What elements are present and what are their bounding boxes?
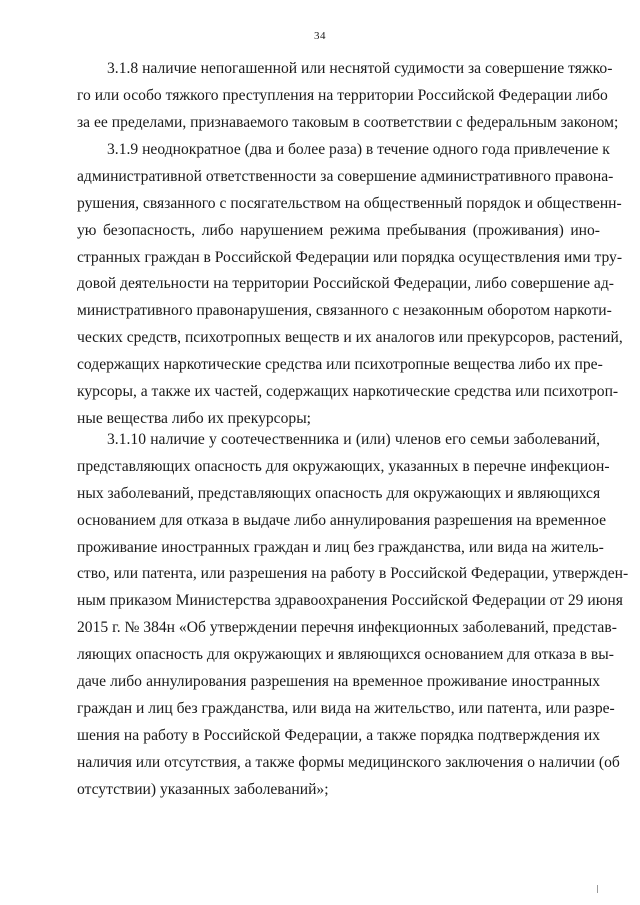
text-line: за ее пределами, признаваемого таковым в соответствии с федеральным законом; [77,113,619,131]
text-line: курсоры, а также их частей, содержащих наркотические средства или психотроп- [77,383,619,401]
text-line: наличия или отсутствия, а также формы медицинского заключения о наличии (об [77,753,620,771]
text-line: 3.1.10 наличие у соотечественника и (или) членов его семьи заболеваний, [107,431,600,448]
scan-mark [597,885,598,893]
text-line: основанием для отказа в выдаче либо аннулирования разрешения на временное [77,511,607,529]
text-line: ческих средств, психотропных веществ и их аналогов или прекурсоров, растений, [77,329,623,347]
page-number: 34 [314,30,326,42]
paragraph-3-1-10 [77,427,629,803]
text-line: проживание иностранных граждан и лиц без гражданства, или вида на житель- [77,538,604,556]
text-line: шения на работу в Российской Федерации, а также порядка подтверждения их [77,726,600,744]
text-line: отсутствии) указанных заболеваний»; [77,780,329,798]
text-line: рушения, связанного с посягательством на общественный порядок и общественн- [77,194,622,212]
text-line: граждан и лиц без гражданства, или вида на жительство, или патента, или разре- [77,699,615,717]
text-line: ных заболеваний, представляющих опасность для окружающих и являющихся [77,484,601,502]
text-line: представляющих опасность для окружающих, указанных в перечне инфекцион- [77,457,610,475]
text-line: ным приказом Министерства здравоохранения Российской Федерации от 29 июня [77,592,623,610]
text-line: административной ответственности за совершение административного правона- [77,167,614,185]
text-line: ные вещества либо их прекурсоры; [77,409,311,427]
text-line: 3.1.8 наличие непогашенной или неснятой судимости за совершение тяжко- [107,60,613,77]
paragraph-3-1-9 [77,137,623,433]
text-line: ство, или патента, или разрешения на работу в Российской Федерации, утвержден- [77,565,629,583]
text-line: содержащих наркотические средства или психотропные вещества либо их пре- [77,356,603,374]
text-line: даче либо аннулирования разрешения на временное проживание иностранных [77,673,600,691]
text-line: 3.1.9 неоднократное (два и более раза) в течение одного года привлечение к [107,141,610,158]
text-line: странных граждан в Российской Федерации или порядка осуществления ими тру- [77,248,623,266]
text-line: го или особо тяжкого преступления на территории Российской Федерации либо [77,86,608,104]
text-line: министративного правонарушения, связанного с незаконным оборотом наркоти- [77,302,612,320]
text-line: довой деятельности на территории Российской Федерации, либо совершение ад- [77,275,614,293]
paragraph-3-1-8 [77,56,619,137]
text-line: 2015 г. № 384н «Об утверждении перечня инфекционных заболеваний, представ- [77,619,617,637]
text-line: ую безопасность, либо нарушением режима пребывания (проживания) ино- [77,221,600,239]
text-line: ляющих опасность для окружающих и являющихся основанием для отказа в вы- [77,646,614,664]
